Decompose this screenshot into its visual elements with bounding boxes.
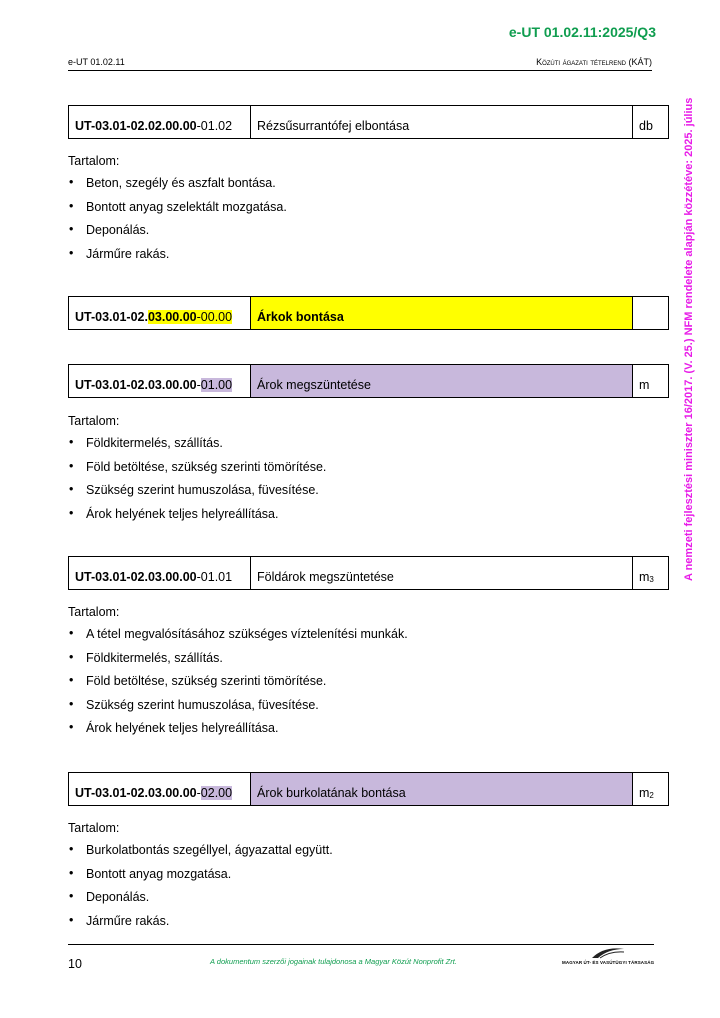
item-code-bold: UT-03.01-02.03.00.00 xyxy=(75,570,197,584)
section-code-prefix: UT-03.01-02. xyxy=(75,310,148,324)
list-item: • Bontott anyag szelektált mozgatása. xyxy=(68,200,668,224)
content-list xyxy=(68,843,668,937)
content-list xyxy=(68,436,668,530)
section-code-highlight: 03.00.00 xyxy=(147,310,197,324)
item-table xyxy=(68,556,669,590)
item-code-suffix: -01.02 xyxy=(196,119,233,133)
list-item: • Burkolatbontás szegéllyel, ágyazattal együtt. xyxy=(68,843,668,867)
footer-logo xyxy=(562,946,656,970)
list-item: • Deponálás. xyxy=(68,223,668,247)
item-code xyxy=(69,773,251,805)
list-item: • Föld betöltése, szükség szerinti tömörítése. xyxy=(68,460,668,484)
document-code: e-UT 01.02.11:2025/Q3 xyxy=(508,24,656,40)
list-item: • Deponálás. xyxy=(68,890,668,914)
item-code-bold: UT-03.01-02.02.00.00 xyxy=(75,119,197,133)
list-item: • Árok helyének teljes helyreállítása. xyxy=(68,507,668,531)
item-table xyxy=(68,772,669,806)
item-content xyxy=(68,605,668,745)
item-table xyxy=(68,105,669,139)
item-code-bold: UT-03.01-02.03.00.00 xyxy=(75,378,197,392)
item-code-dash: - xyxy=(196,378,201,392)
content-label: Tartalom: xyxy=(68,605,120,619)
item-content xyxy=(68,154,668,270)
list-item: • Beton, szegély és aszfalt bontása. xyxy=(68,176,668,200)
item-unit-base: m xyxy=(639,786,650,800)
item-title: Árok burkolatának bontása xyxy=(251,773,633,805)
item-unit xyxy=(633,557,668,589)
header-right-text: Közúti ágazati tételrend (KÁT) xyxy=(536,57,652,67)
section-unit xyxy=(633,297,668,329)
item-code-bold: UT-03.01-02.03.00.00 xyxy=(75,786,197,800)
item-unit: m xyxy=(639,378,650,392)
item-unit-exponent: 3 xyxy=(649,575,654,584)
content-list xyxy=(68,627,668,745)
item-code xyxy=(69,365,251,397)
content-label: Tartalom: xyxy=(68,154,120,168)
section-code xyxy=(69,297,251,329)
footer-logo-text: MAGYAR ÚT- ÉS VASÚTÜGYI TÁRSASÁG xyxy=(562,960,655,965)
item-unit: db xyxy=(639,119,653,133)
list-item: • Föld betöltése, szükség szerinti tömörítése. xyxy=(68,674,668,698)
content-label: Tartalom: xyxy=(68,821,120,835)
item-unit xyxy=(633,773,668,805)
item-content xyxy=(68,414,668,530)
item-code xyxy=(69,557,251,589)
item-title: Árok megszüntetése xyxy=(251,365,633,397)
item-title: Földárok megszüntetése xyxy=(251,557,633,589)
side-publication-note: A nemzeti fejlesztési miniszter 16/2017. (V. 25.) NFM rendelete alapján közzétéve: 2025. július xyxy=(683,98,695,582)
header-left-text: e-UT 01.02.11 xyxy=(68,57,125,67)
item-code xyxy=(69,106,251,138)
footer-divider xyxy=(68,944,654,945)
content-list xyxy=(68,176,668,270)
section-code-suffix: -00.00 xyxy=(196,310,233,324)
content-label: Tartalom: xyxy=(68,414,120,428)
running-header xyxy=(68,56,652,71)
item-unit-base: m xyxy=(639,570,650,584)
section-table xyxy=(68,296,669,330)
footer-copyright: A dokumentum szerzői jogainak tulajdonosa a Magyar Közút Nonprofit Zrt. xyxy=(210,957,457,966)
item-table xyxy=(68,364,669,398)
list-item: • Szükség szerint humuszolása, füvesítése. xyxy=(68,698,668,722)
list-item: • Járműre rakás. xyxy=(68,247,668,271)
list-item: • Szükség szerint humuszolása, füvesítése. xyxy=(68,483,668,507)
list-item: • Bontott anyag mozgatása. xyxy=(68,867,668,891)
item-title: Rézsűsurrantófej elbontása xyxy=(251,106,633,138)
item-code-dash: - xyxy=(196,786,201,800)
item-code-highlight: 01.00 xyxy=(200,378,233,392)
swoosh-logo-icon xyxy=(590,946,626,960)
item-code-highlight: 02.00 xyxy=(200,786,233,800)
list-item: • Földkitermelés, szállítás. xyxy=(68,651,668,675)
item-unit-exponent: 2 xyxy=(649,791,654,800)
list-item: • Árok helyének teljes helyreállítása. xyxy=(68,721,668,745)
item-content xyxy=(68,821,668,937)
section-title: Árkok bontása xyxy=(251,297,633,329)
list-item: • A tétel megvalósításához szükséges víztelenítési munkák. xyxy=(68,627,668,651)
page-number: 10 xyxy=(68,957,82,971)
list-item: • Földkitermelés, szállítás. xyxy=(68,436,668,460)
item-code-suffix: -01.01 xyxy=(196,570,233,584)
list-item: • Járműre rakás. xyxy=(68,914,668,938)
